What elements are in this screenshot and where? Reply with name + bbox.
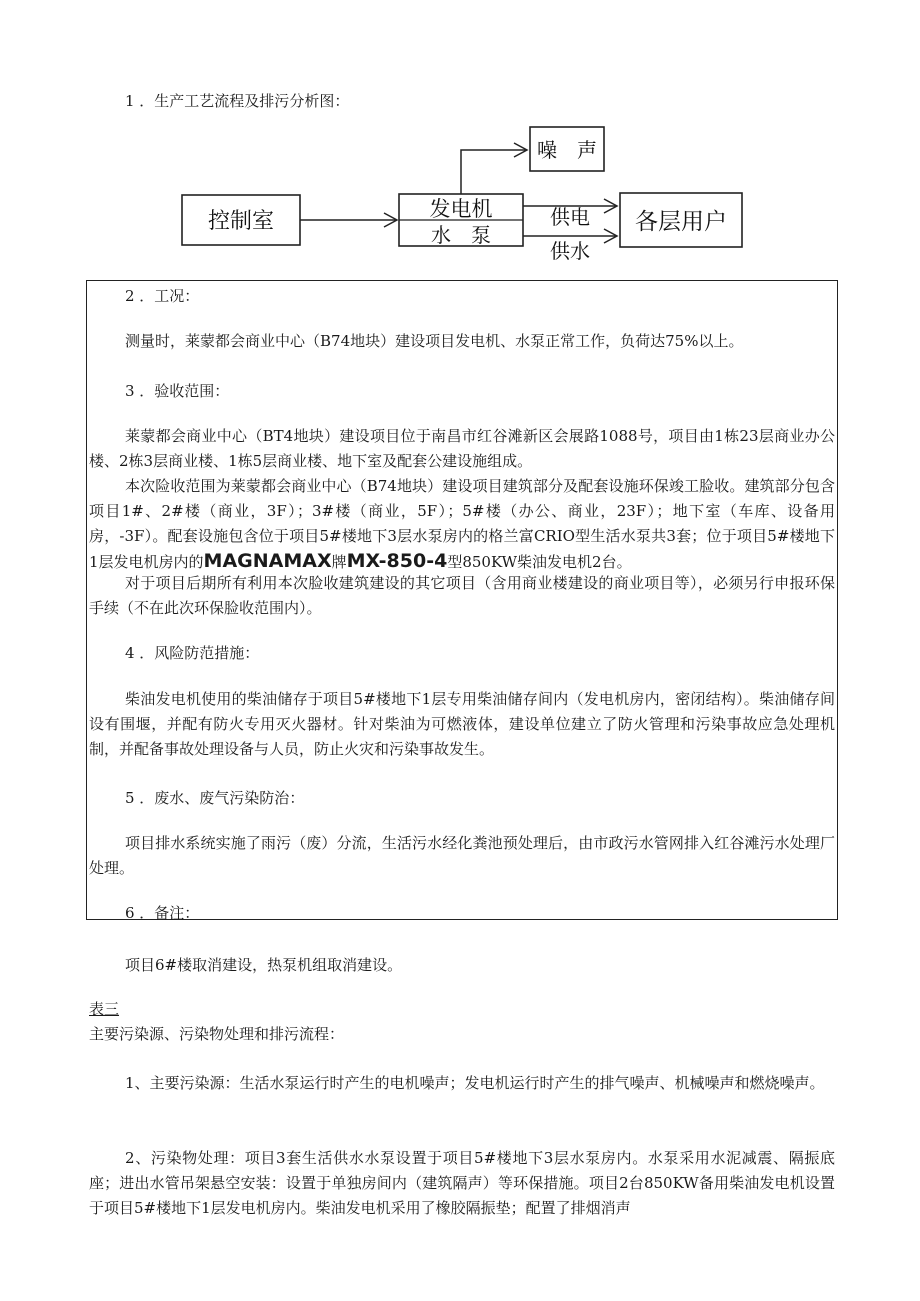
table3-item-1: 1、主要污染源：生活水泵运行时产生的电机噪声；发电机运行时产生的排气噪声、机械噪声和燃烧噪声。 [125,1074,825,1092]
section1-heading: 1 ．生产工艺流程及排污分析图： [125,92,350,110]
section5-heading: 5 ．废水、废气污染防治： [125,789,305,807]
section3-paragraph-2 [89,474,835,575]
section3-heading: 3 ．验收范围： [125,382,230,400]
table3-title: 表三 [89,1000,120,1018]
users-label: 各层用户 [635,209,727,235]
section3-paragraph-3: 对于项目后期所有利用本次脸收建筑建设的其它项目（含用商业楼建设的商业项目等），必须另行申报环保手续（不在此次环保脸收范围内）。 [89,574,835,617]
section6-text: 项目6#楼取消建设，热泵机组取消建设。 [125,956,403,974]
section2-text: 测量时，莱蒙都会商业中心（B74地块）建设项目发电机、水泵正常工作，负荷达75%以上。 [125,332,744,350]
section3-p2-mid: 牌 [331,553,347,571]
section4-text: 柴油发电机使用的柴油储存于项目5#楼地下1层专用柴油储存间内（发电机房内，密闭结构）。柴油储存间设有围堰，并配有防火专用灭火器材。针对柴油为可燃液体，建设单位建立了防火管理和污染事故应急处理机制，并配备事故处理设备与人员，防止火灾和污染事故发生。 [89,690,835,758]
water-supply-label: 供水 [550,239,590,263]
process-flow-diagram [0,0,920,280]
section2-heading: 2 ．工况： [125,287,200,305]
generator-brand: MAGNAMAX [203,550,332,572]
noise-label: 噪 声 [537,138,597,162]
section4-heading: 4 ．风险防范措施： [125,644,260,662]
table3-subtitle: 主要污染源、污染物处理和排污流程： [89,1025,345,1043]
generator-model: MX-850-4 [346,550,448,572]
generator-label: 发电机 [429,197,493,221]
control-room-label: 控制室 [207,209,275,234]
table3-item-2: 2、污染物处理：项目3套生活供水水泵设置于项目5#楼地下3层水泵房内。水泵采用水泥减震、隔振底座；进出水管吊架悬空安装：设置于单独房间内（建筑隔声）等环保措施。项目2台850KW备用柴油发电机设置于项目5#楼地下1层发电机房内。柴油发电机采用了橡胶隔振垫；配置了排烟消声 [89,1149,835,1217]
section6-heading: 6 ．备注： [125,904,200,922]
water-pump-label: 水 泵 [431,223,491,247]
section5-text: 项目排水系统实施了雨污（废）分流，生活污水经化粪池预处理后，由市政污水管网排入红谷滩污水处理厂处理。 [89,834,835,877]
section3-p2-after: 型850KW柴油发电机2台。 [447,553,632,571]
power-supply-label: 供电 [550,205,590,229]
section3-p2-before: 本次险收范围为莱蒙都会商业中心（B74地块）建设项目建筑部分及配套设施环保竣工脸收。建筑部分包含项目1#、2#楼（商业，3F）；3#楼（商业，5F）；5#楼（办公、商业，23F）；地下室（车库、设备用房，-3F）。配套设施包含位于项目5#楼地下3层水泵房内的格兰富CRIO型生活水泵共3套；位于项目5#楼地下1层发电机房内的 [89,477,835,571]
section3-paragraph-1: 莱蒙都会商业中心（BT4地块）建设项目位于南昌市红谷滩新区会展路1088号，项目由1栋23层商业办公楼、2栋3层商业楼、1栋5层商业楼、地下室及配套公建设施组成。 [89,427,835,470]
